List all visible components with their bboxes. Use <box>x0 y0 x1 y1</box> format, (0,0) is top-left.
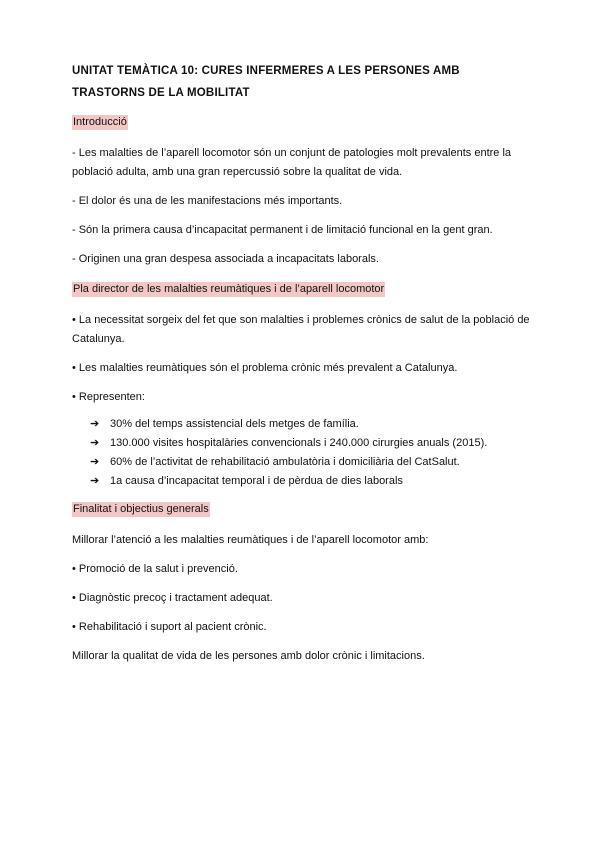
list-item: ➔ 60% de l’activitat de rehabilitació ambulatòria i domiciliària del CatSalut. <box>90 453 532 472</box>
paragraph: Millorar la qualitat de vida de les persones amb dolor crònic i limitacions. <box>72 650 425 662</box>
arrow-right-icon: ➔ <box>90 456 100 468</box>
document-page <box>72 60 532 676</box>
arrow-right-icon: ➔ <box>90 437 100 449</box>
list-item: ➔ 1a causa d’incapacitat temporal i de pèrdua de dies laborals <box>90 472 532 491</box>
paragraph: • Diagnòstic precoç i tractament adequat. <box>72 592 273 604</box>
section-heading-introduccio: Introducció <box>73 116 127 128</box>
paragraph: • Promoció de la salut i prevenció. <box>72 563 238 575</box>
arrow-right-icon: ➔ <box>90 475 100 487</box>
paragraph: • Rehabilitació i suport al pacient crònic. <box>72 621 267 633</box>
document-title: UNITAT TEMÀTICA 10: CURES INFERMERES A LES PERSONES AMB TRASTORNS DE LA MOBILITAT <box>72 65 460 99</box>
paragraph: - Són la primera causa d’incapacitat permanent i de limitació funcional en la gent gran. <box>72 224 493 236</box>
arrow-right-icon: ➔ <box>90 418 100 430</box>
paragraph: • Les malalties reumàtiques són el problema crònic més prevalent a Catalunya. <box>72 362 458 374</box>
paragraph: • La necessitat sorgeix del fet que son malalties i problemes crònics de salut de la població de Catalunya. <box>72 314 530 345</box>
paragraph: - Originen una gran despesa associada a incapacitats laborals. <box>72 253 379 265</box>
section-heading-finalitat: Finalitat i objectius generals <box>73 503 209 515</box>
paragraph: • Representen: <box>72 391 145 403</box>
paragraph: - El dolor és una de les manifestacions més importants. <box>72 195 343 207</box>
list-item: ➔ 130.000 visites hospitalàries convencionals i 240.000 cirurgies anuals (2015). <box>90 434 532 453</box>
arrow-list <box>72 415 532 491</box>
paragraph: - Les malalties de l’aparell locomotor són un conjunt de patologies molt prevalents entre la població adulta, amb una gran repercussió sobre la qualitat de vida. <box>72 147 512 178</box>
paragraph: Millorar l’atenció a les malalties reumàtiques i de l’aparell locomotor amb: <box>72 534 429 546</box>
list-item: ➔ 30% del temps assistencial dels metges de família. <box>90 415 532 434</box>
section-heading-pla-director: Pla director de les malalties reumàtiques i de l’aparell locomotor <box>73 283 385 295</box>
